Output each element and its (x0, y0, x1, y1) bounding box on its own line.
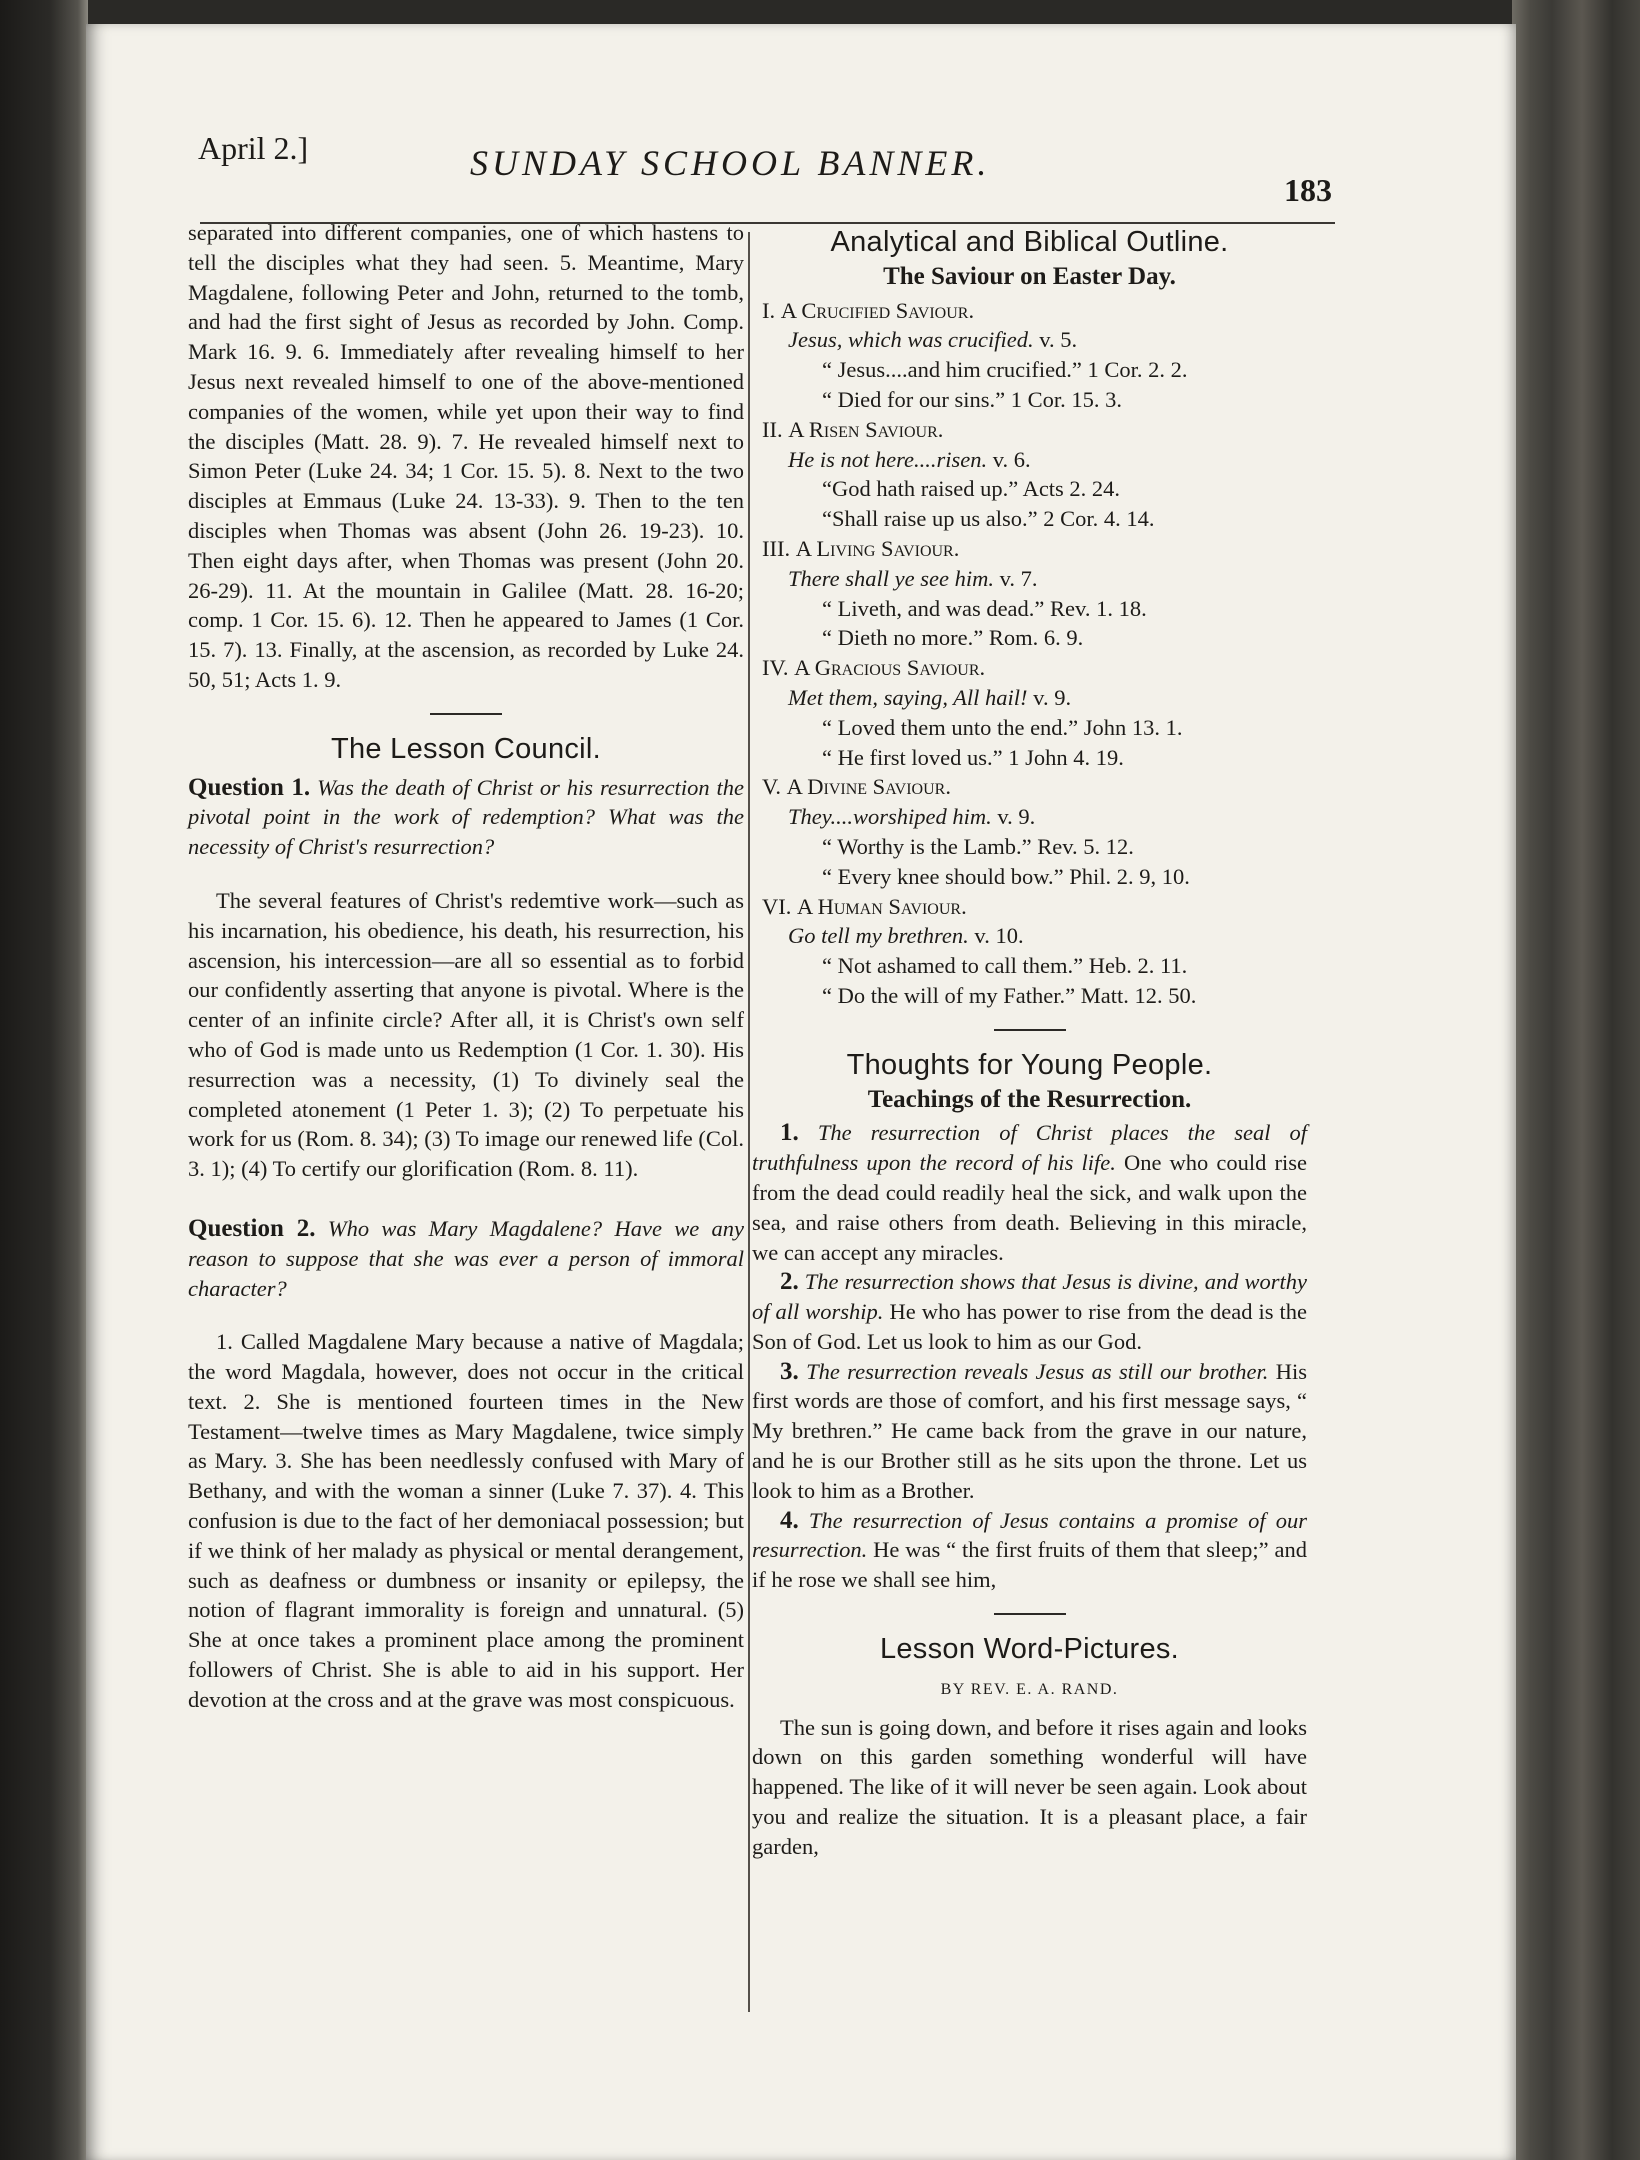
outline-scripture-phrase: He is not here....risen. (788, 446, 988, 472)
thoughts-subheading: Teachings of the Resurrection. (867, 1085, 1192, 1113)
thought-lead: The resurrection shows that Jesus is divine, and worthy of all worship. (752, 1269, 1308, 1325)
outline-point-number: V. (762, 774, 781, 800)
outline-scripture-phrase: They....worshiped him. (788, 804, 992, 830)
thought-number: 2. (780, 1268, 799, 1296)
running-head-title: SUNDAY SCHOOL BANNER. (470, 143, 991, 183)
outline-point-number: I. (762, 297, 776, 323)
outline-verse: v. 5. (1039, 327, 1078, 353)
outline-reference: “ Worthy is the Lamb.” Rev. 5. 12. (822, 833, 1134, 859)
outline-point-number: IV. (762, 655, 789, 681)
thoughts-heading: Thoughts for Young People. (846, 1048, 1213, 1081)
thought-number: 1. (780, 1119, 799, 1147)
outline-verse: v. 9. (997, 804, 1036, 830)
thought-lead: The resurrection reveals Jesus as still our brother. (806, 1358, 1269, 1384)
outline-point (752, 296, 1307, 326)
outline-point-title: A Divine Saviour. (786, 774, 951, 800)
section-divider (994, 1613, 1066, 1615)
outline-point-text (752, 445, 1307, 475)
outline-point-title: A Human Saviour. (797, 893, 967, 919)
right-column (752, 228, 1307, 1862)
outline-reference: “ Died for our sins.” 1 Cor. 15. 3. (822, 386, 1122, 412)
outline-point-text (752, 325, 1307, 355)
thought-body: He was “ the first fruits of them that sleep;” and if he rose we shall see him, (752, 1537, 1307, 1593)
thought-body: One who could rise from the dead could readily heal the sick, and walk upon the sea, and raise others from death. Believing in this miracle, we can accept any miracles. (752, 1150, 1307, 1265)
outline-reference: “ Not ashamed to call them.” Heb. 2. 11. (822, 953, 1188, 979)
outline-scripture-phrase: Jesus, which was crucified. (788, 327, 1034, 353)
outline-heading: Analytical and Biblical Outline. (830, 226, 1229, 258)
question-1-label: Question 1. (188, 773, 311, 801)
question-1 (188, 773, 744, 862)
thought-lead: The resurrection of Jesus contains a promise of our resurrection. (752, 1507, 1307, 1563)
outline-point-text (752, 564, 1307, 594)
outline-point (752, 415, 1307, 445)
outline-subheading: The Saviour on Easter Day. (883, 262, 1176, 290)
outline-reference: “Shall raise up us also.” 2 Cor. 4. 14. (822, 506, 1155, 532)
left-column (188, 218, 744, 1715)
thought-item (752, 1506, 1307, 1595)
page-number: 183 (1284, 172, 1332, 208)
outline-verse: v. 10. (974, 923, 1024, 949)
outline-reference: “God hath raised up.” Acts 2. 24. (822, 476, 1121, 502)
question-1-answer: The several features of Christ's redemtive work—such as his incarnation, his obedience, his death, his resurrection, his ascension, his intercession—are all so essential as to forbid our confidently asserting that anyone is pivotal. Where is the center of an infinite circle? After all, it is Christ's own self who of God is made unto us Redemption (1 Cor. 1. 30). His resurrection was a necessity, (1) To divinely seal the completed atonement (1 Peter 1. 3); (2) To perpetuate his work for us (Rom. 8. 34); (3) To image our renewed life (Col. 3. 1); (4) To certify our glorification (Rom. 8. 11). (188, 887, 745, 1182)
thought-number: 4. (780, 1506, 799, 1534)
outline-verse: v. 9. (1033, 684, 1072, 710)
outline-point (752, 892, 1307, 922)
outline-scripture-phrase: Go tell my brethren. (788, 923, 969, 949)
outline-point-title: A Crucified Saviour. (780, 297, 975, 323)
outline-reference: “ Do the will of my Father.” Matt. 12. 50. (822, 982, 1197, 1008)
continued-paragraph: separated into different companies, one of which hastens to tell the disciples what they had seen. 5. Meantime, Mary Magdalene, following Peter and John, returned to the tomb, and had the first sight of Jesus as recorded by John. Comp. Mark 16. 9. 6. Immediately after revealing himself to her Jesus next revealed himself to one of the above-mentioned companies of the women, while yet upon their way to find the disciples (Matt. 28. 9). 7. He revealed himself next to Simon Peter (Luke 24. 34; 1 Cor. 15. 5). 8. Next to the two disciples at Emmaus (Luke 24. 13-33). 9. Then to the ten disciples when Thomas was absent (John 26. 19-23). 10. Then eight days after, when Thomas was present (John 20. 26-29). 11. At the mountain in Galilee (Matt. 28. 16-20; comp. 1 Cor. 15. 6). 12. Then he appeared to James (1 Cor. 15. 7). 13. Finally, at the ascension, as recorded by Luke 24. 50, 51; Acts 1. 9. (188, 220, 744, 692)
thought-body: He who has power to rise from the dead is the Son of God. Let us look to him as our God. (752, 1299, 1307, 1354)
page-edges (1512, 0, 1640, 2160)
outline-point-title: A Living Saviour. (795, 535, 960, 561)
outline-reference: “ Dieth no more.” Rom. 6. 9. (822, 625, 1084, 651)
outline-reference: “ Jesus....and him crucified.” 1 Cor. 2. 2. (822, 357, 1188, 383)
outline-scripture-phrase: There shall ye see him. (788, 565, 994, 591)
thought-number: 3. (780, 1357, 799, 1385)
question-2-text: Who was Mary Magdalene? Have we any reason to suppose that she was ever a person of immoral character? (188, 1215, 744, 1301)
thought-lead: The resurrection of Christ places the seal of truthfulness upon the record of his life. (752, 1120, 1307, 1176)
section-divider (430, 713, 502, 715)
thought-item (752, 1267, 1307, 1356)
question-2-answer: 1. Called Magdalene Mary because a native of Magdala; the word Magdala, however, does not occur in the critical text. 2. She is mentioned fourteen times in the New Testament—twelve times as Mary Magdalene, twice simply as Mary. 3. She has been needlessly confused with Mary of Bethany, and with the woman a sinner (Luke 7. 37). 4. This confusion is due to the fact of her demoniacal possession; but if we think of her malady as physical or mental derangement, such as deafness or dumbness or insanity or epilepsy, the notion of flagrant immorality is foreign and unnatural. (5) She at once takes a prominent place among the prominent followers of Christ. She is able to aid in his support. Her devotion at the cross and at the grave was most conspicuous. (188, 1329, 744, 1712)
scan-top-border (0, 0, 1640, 26)
book-spine-shadow (0, 0, 88, 2160)
outline-point-text (752, 802, 1307, 832)
outline-scripture-phrase: Met them, saying, All hail! (788, 684, 1028, 710)
section-divider (994, 1029, 1066, 1031)
outline-reference: “ Loved them unto the end.” John 13. 1. (822, 714, 1183, 740)
outline-point-number: VI. (762, 893, 792, 919)
word-pictures-heading: Lesson Word-Pictures. (879, 1633, 1180, 1666)
outline-point-title: A Gracious Saviour. (794, 655, 986, 681)
thought-body: His first words are those of comfort, and his first message says, “ My brethren.” He came back from the grave in our nature, and he is our Brother still as he sits upon the throne. Let us look to him as a Brother. (752, 1358, 1308, 1503)
running-head-date: April 2.] (198, 130, 309, 166)
outline-point-number: II. (762, 416, 783, 442)
outline-point (752, 653, 1307, 683)
outline-reference: “ Liveth, and was dead.” Rev. 1. 18. (822, 595, 1147, 621)
outline-point-text (752, 683, 1307, 713)
question-1-text: Was the death of Christ or his resurrection the pivotal point in the work of redemption? What was the necessity of Christ's resurrection? (188, 774, 745, 860)
question-2 (188, 1214, 744, 1303)
lesson-council-heading: The Lesson Council. (330, 732, 602, 765)
column-divider (748, 232, 750, 2012)
question-2-label: Question 2. (188, 1214, 316, 1242)
outline-verse: v. 6. (992, 446, 1031, 472)
thought-item (752, 1118, 1307, 1267)
outline-verse: v. 7. (999, 565, 1038, 591)
word-pictures-paragraph: The sun is going down, and before it rises again and looks down on this garden something wonderful will have happened. The like of it will never be seen again. Look about you and realize the situation. It is a pleasant place, a fair garden, (752, 1714, 1307, 1859)
byline: BY REV. E. A. RAND. (940, 1680, 1119, 1698)
outline-point (752, 534, 1307, 564)
outline-point-number: III. (762, 535, 791, 561)
outline-list (752, 296, 1307, 1011)
outline-point (752, 772, 1307, 802)
outline-reference: “ He first loved us.” 1 John 4. 19. (822, 744, 1124, 770)
thoughts-list (752, 1118, 1307, 1595)
outline-point-title: A Risen Saviour. (788, 416, 944, 442)
outline-reference: “ Every knee should bow.” Phil. 2. 9, 10. (822, 863, 1190, 889)
outline-point-text (752, 921, 1307, 951)
thought-item (752, 1357, 1307, 1506)
